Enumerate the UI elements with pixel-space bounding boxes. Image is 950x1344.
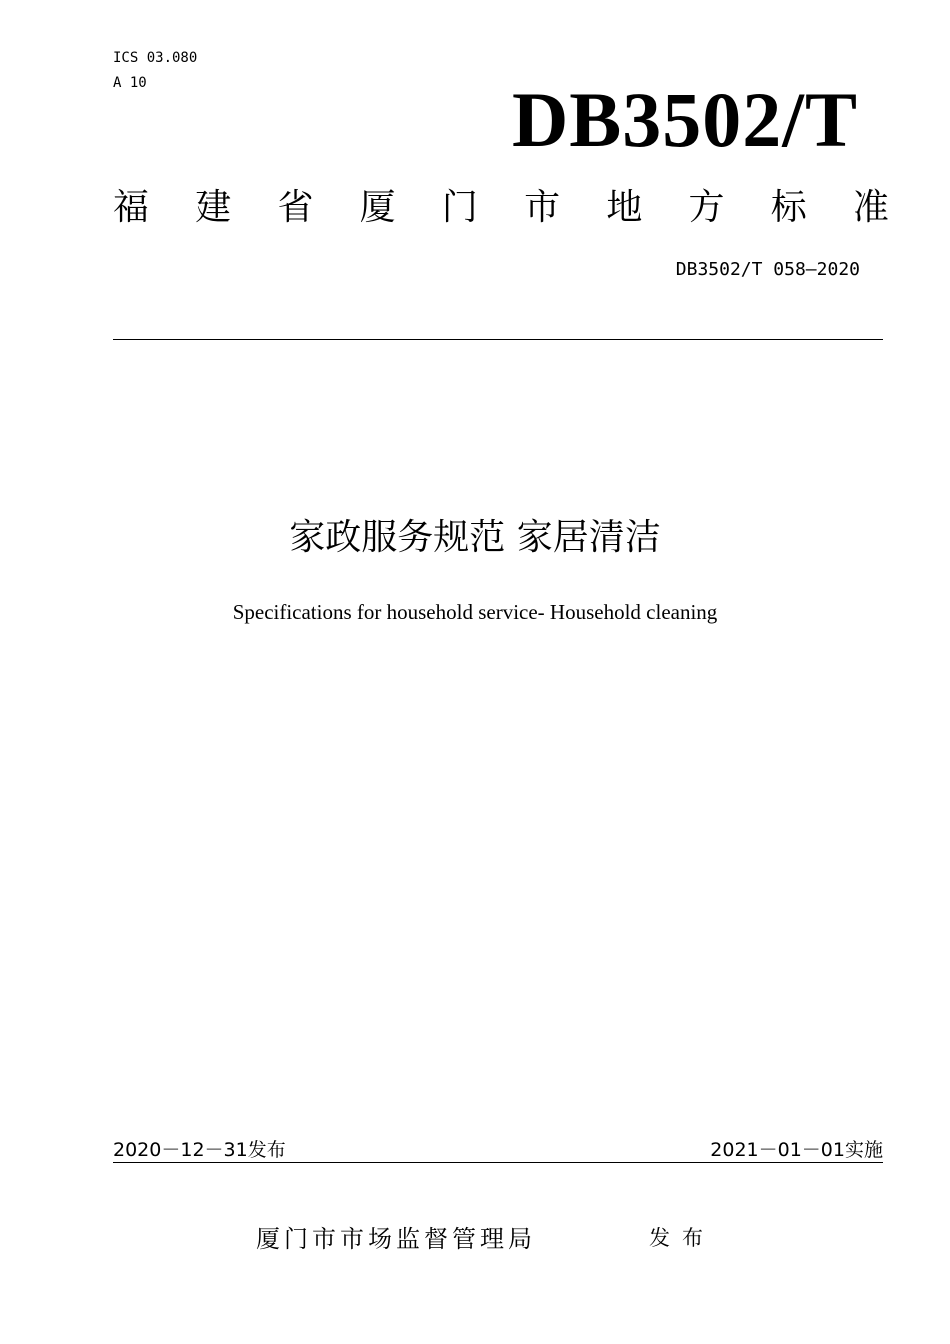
standard-number: DB3502/T 058—2020 bbox=[675, 259, 860, 280]
authority-title-char: 市 bbox=[524, 187, 561, 228]
authority-title-char: 门 bbox=[441, 187, 478, 228]
issuing-authority: 厦门市市场监督管理局 bbox=[256, 1225, 536, 1253]
document-title-en: Specifications for household service- Household cleaning bbox=[232, 600, 718, 624]
standard-type-mark: DB3502/T bbox=[511, 76, 858, 163]
authority-title-char: 省 bbox=[277, 187, 314, 228]
authority-title bbox=[113, 186, 889, 230]
authority-title-char: 准 bbox=[852, 187, 889, 228]
implementation-date: 2021－01－01实施 bbox=[710, 1139, 883, 1161]
issue-date: 2020－12－31发布 bbox=[113, 1139, 286, 1161]
authority-title-char: 方 bbox=[688, 187, 725, 228]
authority-title-char: 地 bbox=[606, 187, 643, 228]
authority-title-char: 标 bbox=[770, 187, 807, 228]
authority-title-char: 建 bbox=[195, 187, 232, 228]
ccs-code: A 10 bbox=[113, 75, 147, 91]
footer-divider bbox=[113, 1162, 883, 1163]
document-title-cn: 家政服务规范 家居清洁 bbox=[289, 517, 661, 558]
authority-title-char: 厦 bbox=[359, 187, 396, 228]
authority-title-char: 福 bbox=[113, 187, 150, 228]
header-divider bbox=[113, 339, 883, 340]
issue-label: 发布 bbox=[649, 1226, 715, 1250]
ics-code: ICS 03.080 bbox=[113, 50, 198, 66]
